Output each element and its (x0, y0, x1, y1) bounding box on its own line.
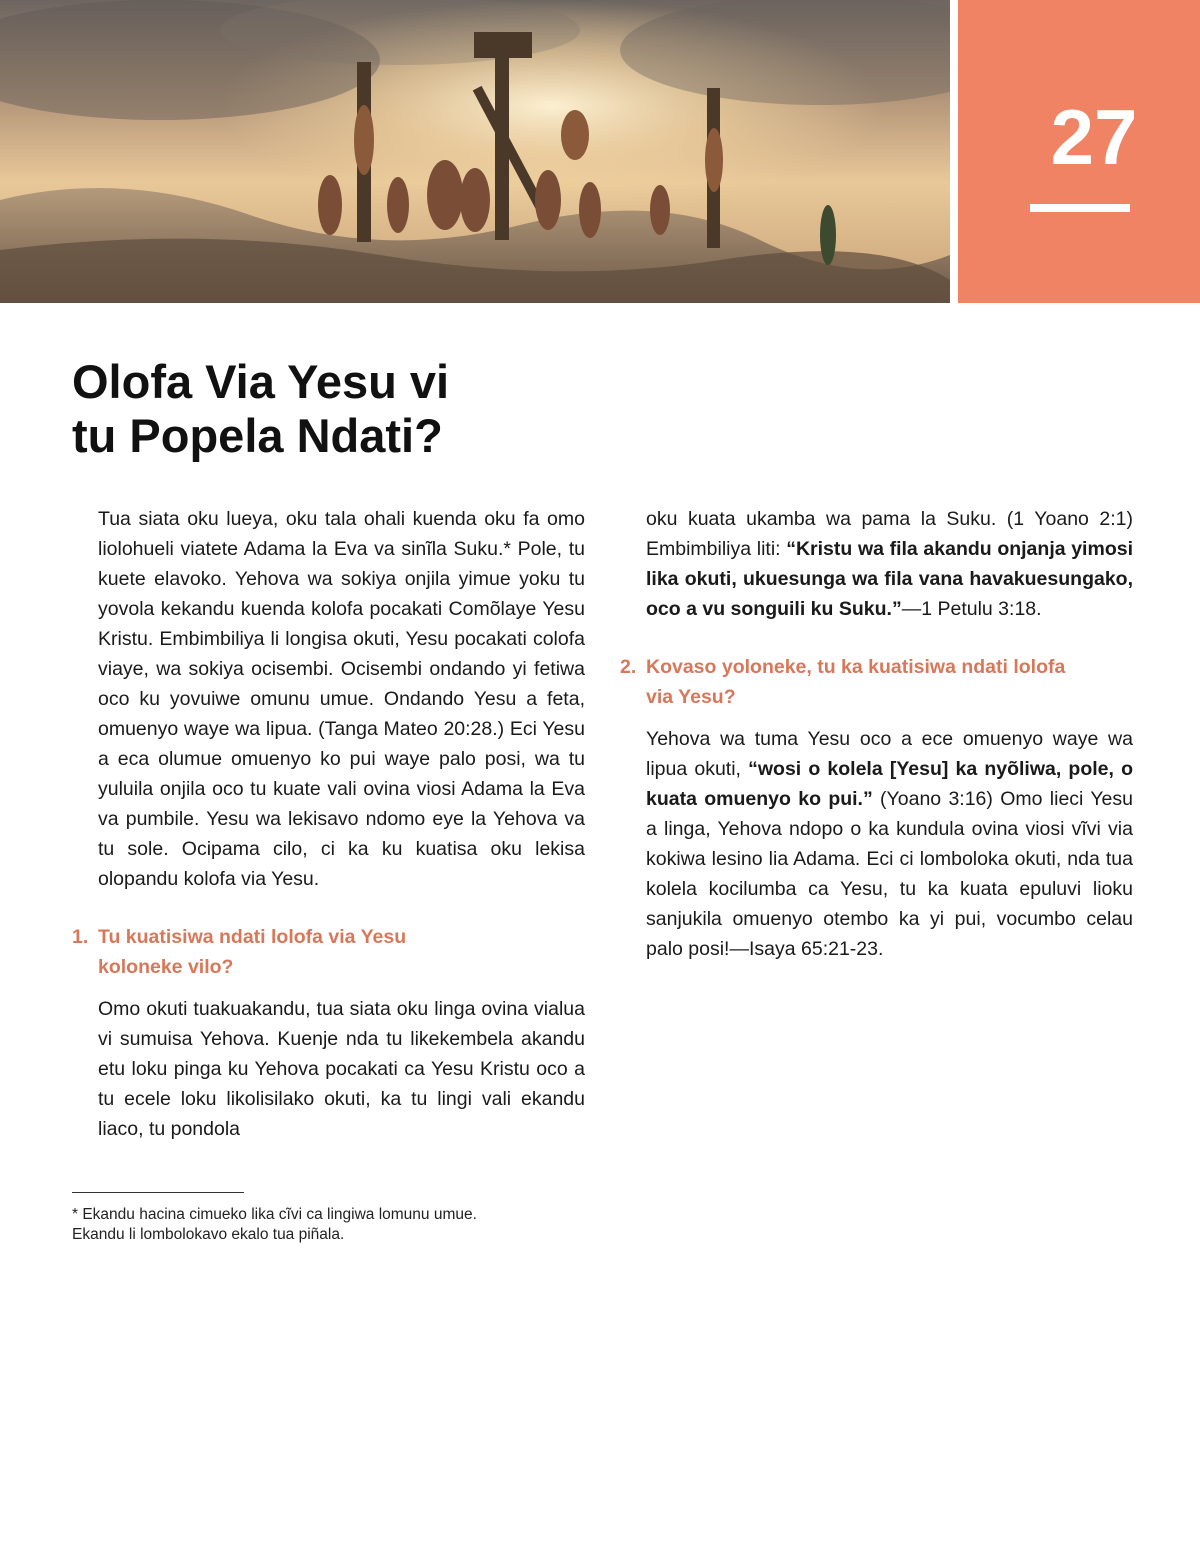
lesson-number-box (958, 0, 1200, 303)
title-line-2: tu Popela Ndati? (72, 409, 443, 462)
answer-1-continued-text: oku kuata ukamba wa pama la Suku. (1 Yoano 2:1) Embimbiliya liti: (646, 508, 1133, 560)
question-1-number: 1. (72, 926, 89, 948)
footnote-line-2: Ekandu li lombolokavo ekalo tua piñala. (72, 1226, 345, 1243)
left-column (72, 504, 585, 1144)
crucifixion-scene-illustration (0, 0, 950, 303)
question-1-line-2: koloneke vilo? (98, 956, 234, 978)
page-title (72, 355, 592, 463)
question-2-line-2: via Yesu? (646, 686, 736, 708)
lesson-number-underline (1030, 204, 1130, 212)
footnote-line-1: * Ekandu hacina cimueko lika cĩvi ca lingiwa lomunu umue. (72, 1206, 477, 1223)
question-2-number: 2. (620, 656, 637, 678)
right-column (620, 504, 1133, 964)
hero-image (0, 0, 950, 303)
title-line-1: Olofa Via Yesu vi (72, 355, 450, 408)
scripture-quote-2: “wosi o kolela [Yesu] ka nyõliwa, pole, o kuata omuenyo ko pui.” (646, 758, 1133, 810)
lesson-number: 27 (1050, 93, 1138, 181)
answer-2-text-start: Yehova wa tuma Yesu oco a ece omuenyo waye wa lipua okuti, (646, 728, 1133, 780)
intro-paragraph: Tua siata oku lueya, oku tala ohali kuenda oku fa omo liolohueli viatete Adama la Eva va sinĩla Suku.* Pole, tu kuete elavoko. Yehova wa sokiya onjila yimue yoku tu yovola kekandu kuenda kolofa pocakati Comõlaye Yesu Kristu. Embimbiliya li longisa okuti, Yesu pocakati colofa viaye, wa sokiya ocisembi. Ocisembi ondando yi fetiwa oco ku yovuiwe omunu umue. Ondando Yesu a feta, omuenyo waye wa lipua. (Tanga Mateo 20:28.) Eci Yesu a eca olumue omuenyo ko pui waye palo posi, wa tu yuluila onjila oco tu kuate vali ovina viosi Adama la Eva va pumbile. Yesu wa lekisavo ndomo eye la Yehova va tu sole. Ocipama cilo, ci ka ku kuatisa oku lekisa olopandu kolofa via Yesu. (98, 508, 585, 890)
scripture-citation-1: —1 Petulu 3:18. (901, 598, 1042, 620)
question-2-line-1: Kovaso yoloneke, tu ka kuatisiwa ndati lolofa (646, 656, 1066, 678)
scripture-quote-1: “Kristu wa fila akandu onjanja yimosi lika okuti, ukuesunga wa fila vana havakuesungako, oco a vu songuili ku Suku.” (646, 538, 1133, 620)
footnote (72, 1205, 572, 1245)
footnote-divider (72, 1192, 244, 1193)
answer-2-text-end: (Yoano 3:16) Omo lieci Yesu a linga, Yehova ndopo o ka kundula ovina viosi vĩvi via kokiwa lesino lia Adama. Eci ci lomboloka okuti, nda tua kolela kocilumba ca Yesu, tu ka kuata epuluvi lioku sanjukila omuenyo otembo ka yi pui, vocumbo celau palo posi!—Isaya 65:21-23. (646, 788, 1133, 960)
answer-1-continued-paragraph (646, 504, 1133, 624)
question-1-heading (72, 922, 585, 982)
question-2-heading (620, 652, 1133, 712)
answer-1-paragraph: Omo okuti tuakuakandu, tua siata oku linga ovina vialua vi sumuisa Yehova. Kuenje nda tu likekembela akandu etu loku pinga ku Yehova pocakati ca Yesu Kristu oco a tu ecele loku likolisilako okuti, ka tu lingi vali ekandu liaco, tu pondola (98, 998, 585, 1140)
answer-2-paragraph (646, 724, 1133, 964)
question-1-line-1: Tu kuatisiwa ndati lolofa via Yesu (98, 926, 407, 948)
